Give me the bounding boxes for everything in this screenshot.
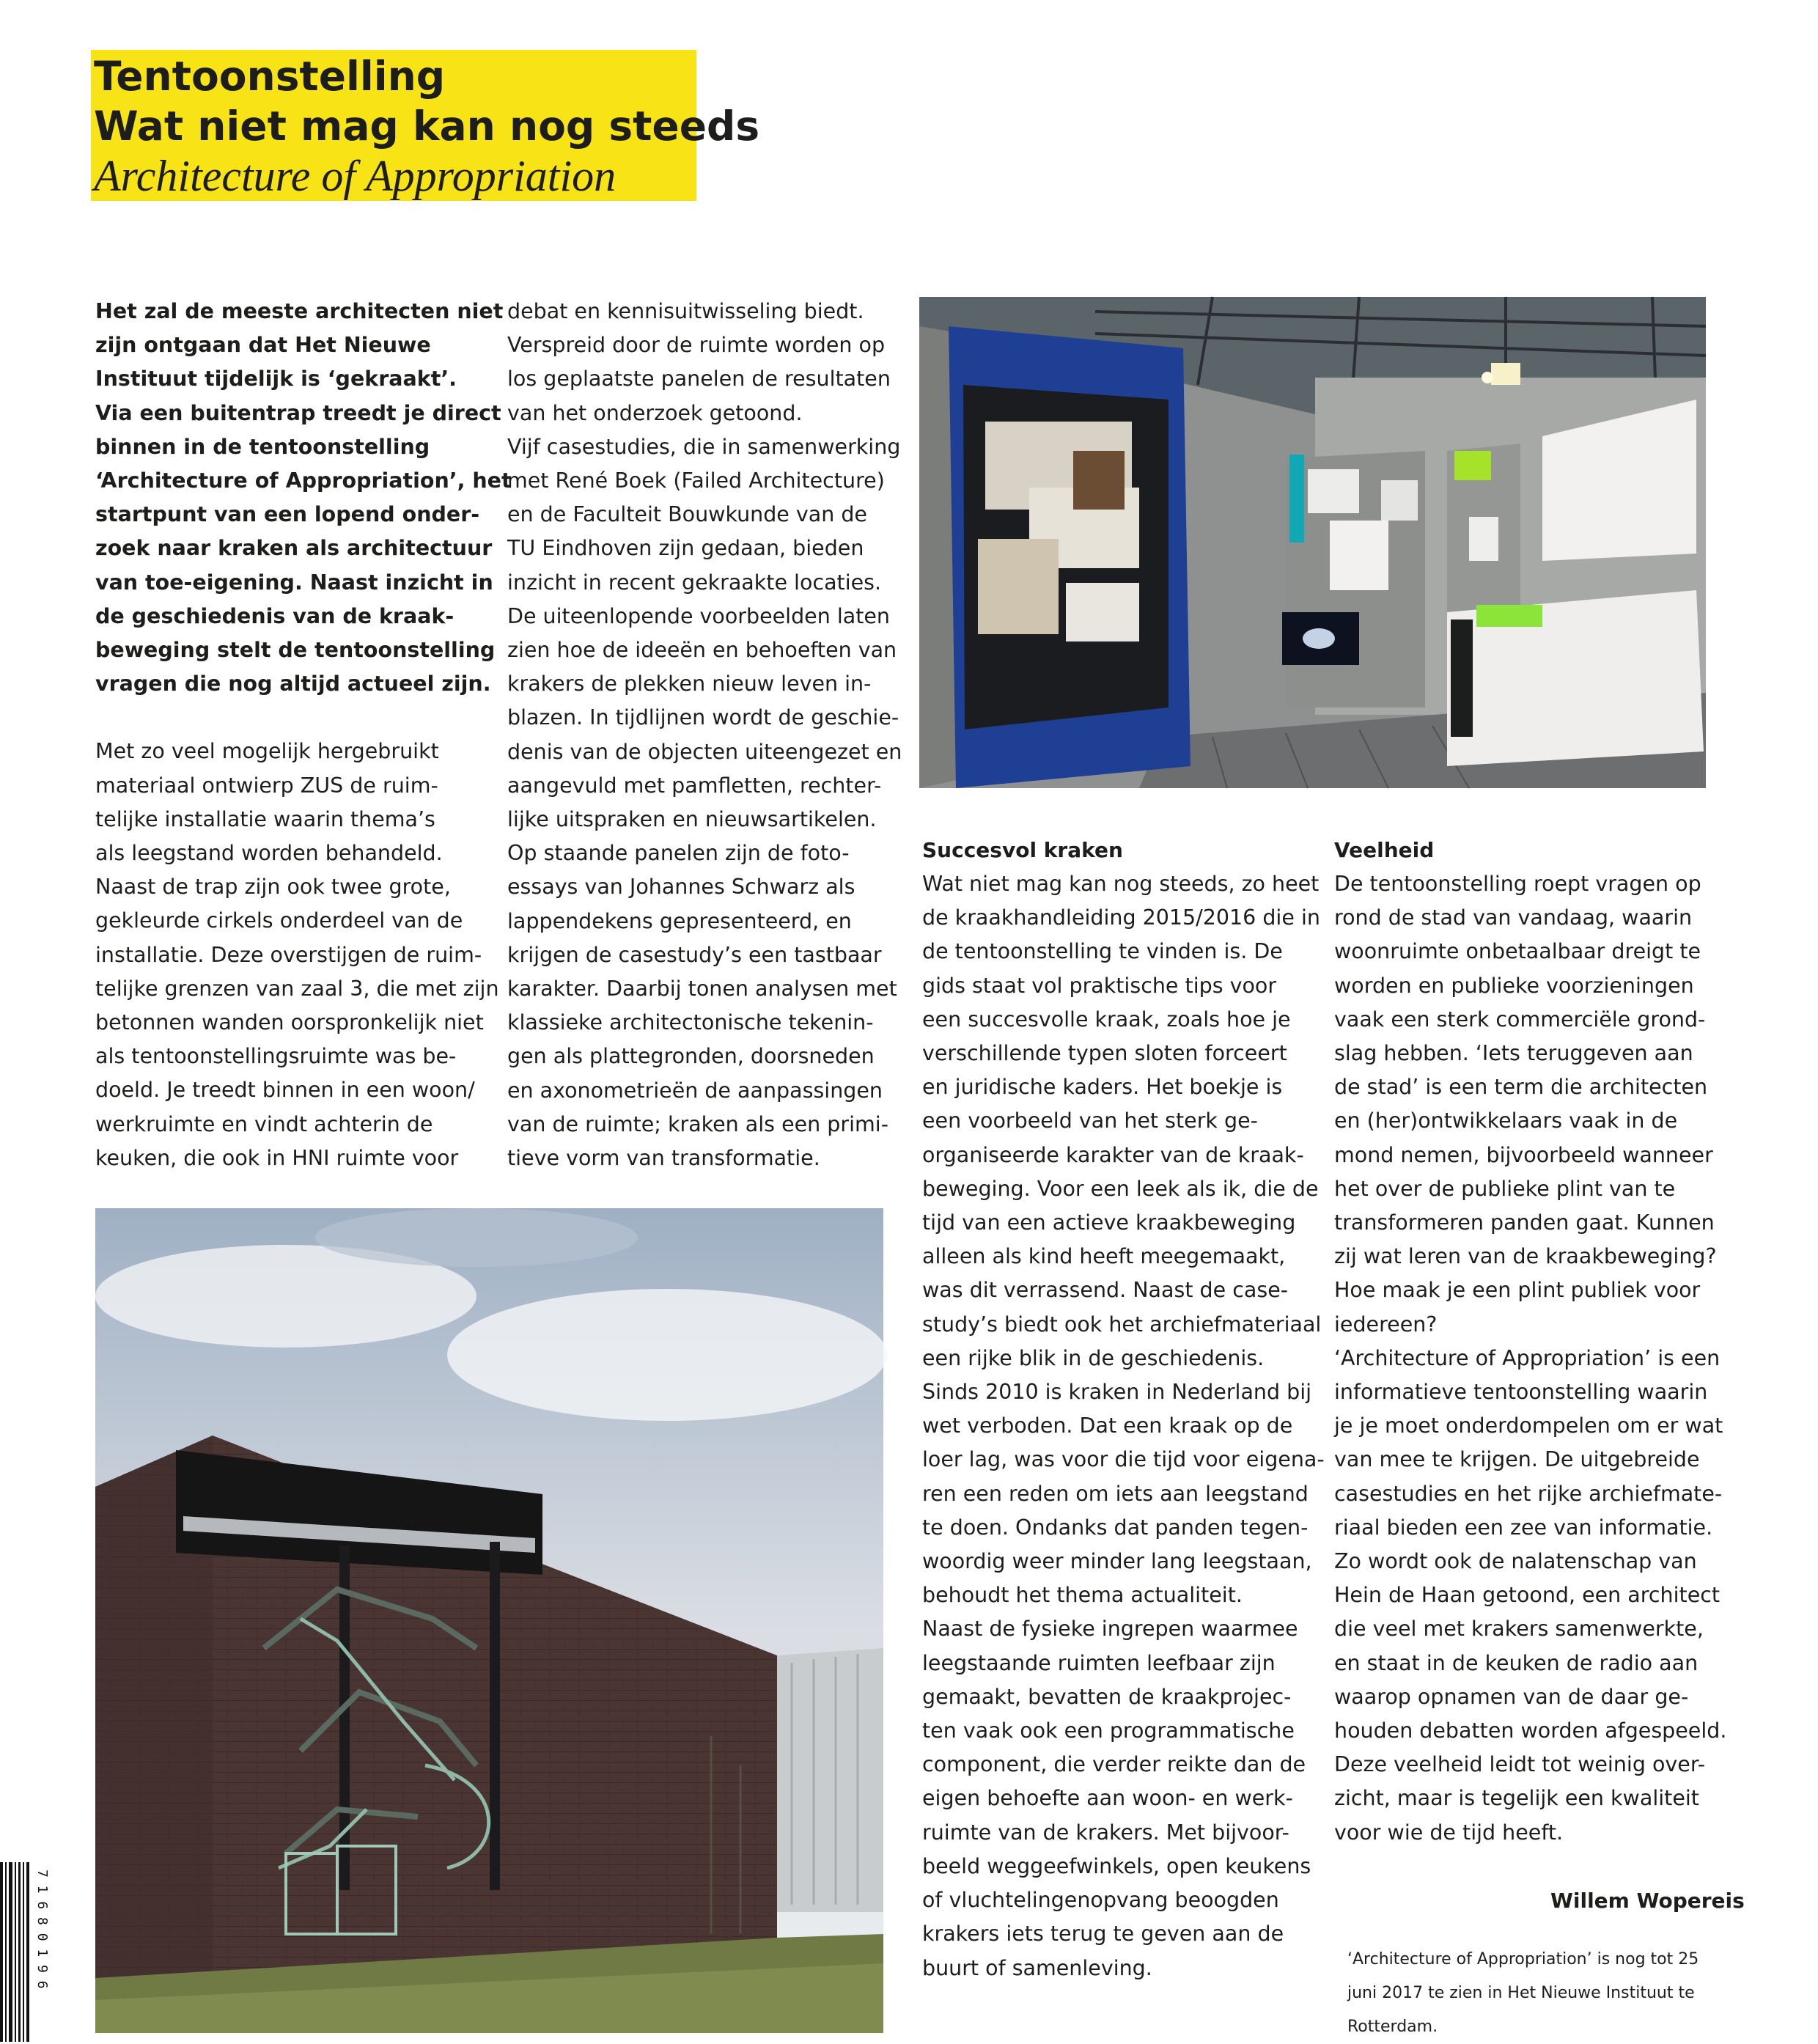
body-line: los geplaatste panelen de resultaten xyxy=(507,367,891,391)
body-line: houden debatten worden afgespeeld. xyxy=(1334,1718,1727,1743)
column-3 xyxy=(922,834,1325,1985)
body-line: een succesvolle kraak, zoals hoe je xyxy=(922,1007,1291,1032)
body-line: mond nemen, bijvoorbeeld wanneer xyxy=(1334,1142,1713,1167)
barcode xyxy=(0,1862,50,2042)
section-heading-veelheid: Veelheid xyxy=(1334,838,1435,862)
body-line: TU Eindhoven zijn gedaan, bieden xyxy=(507,536,864,561)
body-paragraph xyxy=(507,295,903,1175)
body-line: vaak een sterk commerciële grond- xyxy=(1334,1007,1706,1032)
exhibition-interior-image xyxy=(919,297,1706,788)
body-line: worden en publieke voorzieningen xyxy=(1334,973,1694,998)
body-paragraph xyxy=(922,867,1325,1985)
intro-line: beweging stelt de tentoonstelling xyxy=(95,638,496,663)
body-line: en axonometrieën de aanpassingen xyxy=(507,1078,883,1103)
body-line: lappendekens gepresenteerd, en xyxy=(507,908,852,933)
body-line: zicht, maar is tegelijk een kwaliteit xyxy=(1334,1786,1699,1811)
body-line: Naast de fysieke ingrepen waarmee xyxy=(922,1617,1298,1642)
body-line: werkruimte en vindt achterin de xyxy=(95,1111,433,1136)
column-2 xyxy=(507,295,903,1175)
body-line: een voorbeeld van het sterk ge- xyxy=(922,1109,1258,1133)
body-line: als leegstand worden behandeld. xyxy=(95,841,443,866)
exhibition-footnote xyxy=(1347,1943,1699,2044)
footnote-line: ‘Architecture of Appropriation’ is nog tot 25 xyxy=(1347,1950,1699,1968)
section-heading-succesvol-kraken: Succesvol kraken xyxy=(922,838,1123,862)
headline-subtitle: Architecture of Appropriation xyxy=(94,152,617,200)
body-line: betonnen wanden oorspronkelijk niet xyxy=(95,1010,484,1035)
intro-line: vragen die nog altijd actueel zijn. xyxy=(95,672,491,696)
body-line: de kraakhandleiding 2015/2016 die in xyxy=(922,905,1320,930)
body-line: tieve vorm van transformatie. xyxy=(507,1146,820,1171)
headline-title: Wat niet mag kan nog steeds xyxy=(94,103,760,150)
body-line: materiaal ontwierp ZUS de ruim- xyxy=(95,773,438,798)
body-line: De uiteenlopende voorbeelden laten xyxy=(507,603,890,628)
body-line: met René Boek (Failed Architecture) xyxy=(507,468,885,493)
body-line: van de ruimte; kraken als een primi- xyxy=(507,1111,888,1136)
body-line: informatieve tentoonstelling waarin xyxy=(1334,1380,1708,1405)
body-line: als tentoonstellingsruimte was be- xyxy=(95,1044,457,1069)
body-line: woonruimte onbetaalbaar dreigt te xyxy=(1334,939,1701,964)
column-1 xyxy=(95,295,512,1175)
body-line: casestudies en het rijke archiefmate- xyxy=(1334,1481,1723,1506)
body-line: denis van de objecten uiteengezet en xyxy=(507,739,902,764)
exhibition-interior-photo xyxy=(919,297,1706,788)
body-line: component, die verder reikte dan de xyxy=(922,1752,1306,1777)
headline-kicker: Tentoonstelling xyxy=(94,53,446,100)
building-exterior-photo xyxy=(95,1208,883,2033)
body-line: wet verboden. Dat een kraak op de xyxy=(922,1413,1293,1438)
body-line: Met zo veel mogelijk hergebruikt xyxy=(95,739,439,764)
body-line: buurt of samenleving. xyxy=(922,1955,1152,1980)
body-line: de stad’ is een term die architecten xyxy=(1334,1075,1708,1100)
body-line: voor wie de tijd heeft. xyxy=(1334,1820,1564,1845)
body-line: lijke uitspraken en nieuwsartikelen. xyxy=(507,807,877,832)
body-line: study’s biedt ook het archiefmateriaal xyxy=(922,1312,1322,1337)
body-line: ruimte van de krakers. Met bijvoor- xyxy=(922,1820,1289,1845)
body-line: Sinds 2010 is kraken in Nederland bij xyxy=(922,1380,1312,1405)
body-line: te doen. Ondanks dat panden tegen- xyxy=(922,1515,1309,1540)
body-line: blazen. In tijdlijnen wordt de geschie- xyxy=(507,705,899,730)
body-line: aangevuld met pamfletten, rechter- xyxy=(507,773,882,798)
body-line: zij wat leren van de kraakbeweging? xyxy=(1334,1244,1717,1269)
body-line: klassieke architectonische tekenin- xyxy=(507,1010,874,1035)
body-line: van mee te krijgen. De uitgebreide xyxy=(1334,1447,1700,1472)
body-line: de tentoonstelling te vinden is. De xyxy=(922,939,1283,964)
body-line: Deze veelheid leidt tot weinig over- xyxy=(1334,1752,1706,1777)
body-line: doeld. Je treedt binnen in een woon/ xyxy=(95,1078,475,1103)
body-line: zien hoe de ideeën en behoeften van xyxy=(507,638,897,663)
body-line: transformeren panden gaat. Kunnen xyxy=(1334,1210,1715,1235)
body-line: leegstaande ruimten leefbaar zijn xyxy=(922,1650,1276,1675)
body-line: gids staat vol praktische tips voor xyxy=(922,973,1277,998)
body-line: De tentoonstelling roept vragen op xyxy=(1334,872,1701,896)
body-paragraph xyxy=(95,735,499,1175)
footnote-line: juni 2017 te zien in Het Nieuwe Instituut te xyxy=(1347,1984,1695,2002)
body-line: gen als plattegronden, doorsneden xyxy=(507,1044,875,1069)
body-line: slag hebben. ‘Iets teruggeven aan xyxy=(1334,1041,1693,1066)
intro-line: Instituut tijdelijk is ‘gekraakt’. xyxy=(95,367,457,391)
intro-line: van toe-eigening. Naast inzicht in xyxy=(95,570,493,595)
intro-line: zoek naar kraken als architectuur xyxy=(95,536,493,561)
body-line: debat en kennisuitwisseling biedt. xyxy=(507,299,864,323)
body-line: beeld weggeefwinkels, open keukens xyxy=(922,1853,1311,1878)
intro-line: de geschiedenis van de kraak- xyxy=(95,603,454,628)
footnote-line: Rotterdam. xyxy=(1347,2018,1438,2036)
body-line: krakers iets terug te geven aan de xyxy=(922,1922,1284,1946)
body-line: was dit verrassend. Naast de case- xyxy=(922,1278,1289,1303)
body-line: telijke grenzen van zaal 3, die met zijn xyxy=(95,976,499,1001)
body-line: woordig weer minder lang leegstaan, xyxy=(922,1549,1312,1574)
building-exterior-image xyxy=(95,1208,883,2033)
author-byline: Willem Wopereis xyxy=(1550,1889,1745,1913)
barcode-digits: 7 1 6 8 0 1 9 6 xyxy=(34,1870,50,1989)
body-line: die veel met krakers samenwerkte, xyxy=(1334,1617,1704,1642)
body-line: riaal bieden een zee van informatie. xyxy=(1334,1515,1713,1540)
body-line: telijke installatie waarin thema’s xyxy=(95,806,435,831)
intro-line: Via een buitentrap treedt je direct xyxy=(95,400,501,425)
body-line: ‘Architecture of Appropriation’ is een xyxy=(1334,1345,1721,1370)
body-line: Wat niet mag kan nog steeds, zo heet xyxy=(922,872,1320,896)
body-line: Op staande panelen zijn de foto- xyxy=(507,841,850,866)
body-line: Naast de trap zijn ook twee grote, xyxy=(95,875,451,900)
body-line: je je moet onderdompelen om er wat xyxy=(1334,1413,1723,1438)
body-line: behoudt het thema actualiteit. xyxy=(922,1583,1243,1608)
intro-line: binnen in de tentoonstelling xyxy=(95,434,430,459)
headline-block xyxy=(91,50,760,201)
body-line: inzicht in recent gekraakte locaties. xyxy=(507,570,882,595)
body-line: waarop opnamen van de daar ge- xyxy=(1334,1684,1689,1709)
body-line: keuken, die ook in HNI ruimte voor xyxy=(95,1145,459,1170)
body-line: essays van Johannes Schwarz als xyxy=(507,875,855,900)
body-line: Hoe maak je een plint publiek voor xyxy=(1334,1278,1701,1303)
body-line: ren een reden om iets aan leegstand xyxy=(922,1481,1309,1506)
body-line: ten vaak ook een programmatische xyxy=(922,1718,1295,1743)
body-line: beweging. Voor een leek als ik, die de xyxy=(922,1176,1319,1201)
intro-line: ‘Architecture of Appropriation’, het xyxy=(95,468,512,493)
body-line: krijgen de casestudy’s een tastbaar xyxy=(507,942,882,967)
body-line: een rijke blik in de geschiedenis. xyxy=(922,1345,1265,1370)
body-line: karakter. Daarbij tonen analysen met xyxy=(507,977,897,1001)
body-line: het over de publieke plint van te xyxy=(1334,1176,1676,1201)
body-line: Vijf casestudies, die in samenwerking xyxy=(507,434,901,459)
intro-line: zijn ontgaan dat Het Nieuwe xyxy=(95,333,431,358)
body-line: iedereen? xyxy=(1334,1312,1438,1337)
body-line: alleen als kind heeft meegemaakt, xyxy=(922,1244,1286,1269)
body-line: en staat in de keuken de radio aan xyxy=(1334,1650,1699,1675)
body-line: gekleurde cirkels onderdeel van de xyxy=(95,908,463,933)
body-line: krakers de plekken nieuw leven in- xyxy=(507,672,872,696)
body-line: of vluchtelingenopvang beoogden xyxy=(922,1888,1279,1913)
body-line: van het onderzoek getoond. xyxy=(507,400,803,425)
body-line: eigen behoefte aan woon- en werk- xyxy=(922,1786,1293,1811)
body-line: Hein de Haan getoond, een architect xyxy=(1334,1583,1721,1608)
body-line: tijd van een actieve kraakbeweging xyxy=(922,1210,1296,1235)
body-line: Zo wordt ook de nalatenschap van xyxy=(1334,1549,1697,1574)
body-line: organiseerde karakter van de kraak- xyxy=(922,1142,1304,1167)
intro-line: startpunt van een lopend onder- xyxy=(95,502,480,527)
body-line: Verspreid door de ruimte worden op xyxy=(507,333,886,358)
body-line: gemaakt, bevatten de kraakprojec- xyxy=(922,1684,1292,1709)
body-line: verschillende typen sloten forceert xyxy=(922,1041,1287,1066)
body-paragraph xyxy=(1334,867,1730,1850)
body-line: en juridische kaders. Het boekje is xyxy=(922,1075,1283,1100)
body-line: installatie. Deze overstijgen de ruim- xyxy=(95,942,482,967)
body-line: en (her)ontwikkelaars vaak in de xyxy=(1334,1109,1678,1133)
body-line: en de Faculteit Bouwkunde van de xyxy=(507,502,867,527)
column-4 xyxy=(1334,834,1730,1850)
intro-line: Het zal de meeste architecten niet xyxy=(95,299,504,323)
body-line: rond de stad van vandaag, waarin xyxy=(1334,905,1693,930)
body-line: loer lag, was voor die tijd voor eigena- xyxy=(922,1447,1325,1472)
intro-paragraph xyxy=(95,295,512,701)
